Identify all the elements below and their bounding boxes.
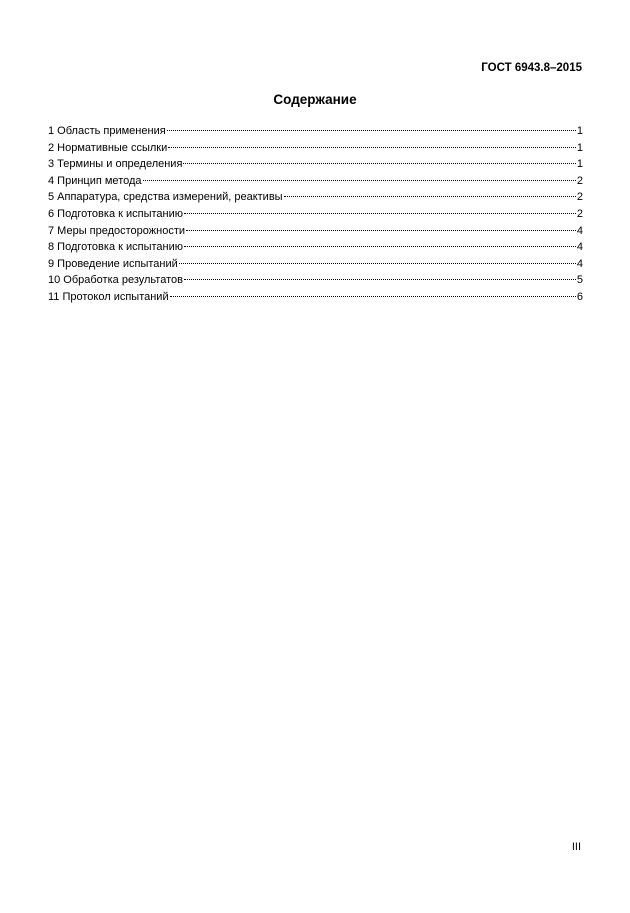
document-code: ГОСТ 6943.8–2015 xyxy=(481,62,582,74)
toc-item-test-procedure[interactable] xyxy=(48,256,583,273)
toc-item-page: 4 xyxy=(576,224,583,237)
toc-item-precautions[interactable] xyxy=(48,223,583,240)
toc-item-apparatus[interactable] xyxy=(48,189,583,206)
toc-item-label: 3 Термины и определения xyxy=(48,158,183,171)
toc-item-test-preparation-1[interactable] xyxy=(48,206,583,223)
toc-dot-leader xyxy=(186,230,576,231)
toc-title: Содержание xyxy=(273,92,357,107)
toc-dot-leader xyxy=(143,180,576,181)
toc-dot-leader xyxy=(284,196,576,197)
toc-item-results-processing[interactable] xyxy=(48,272,583,289)
toc-item-label: 2 Нормативные ссылки xyxy=(48,141,168,154)
toc-item-page: 5 xyxy=(576,274,583,287)
toc-item-scope[interactable] xyxy=(48,123,583,140)
toc-dot-leader xyxy=(183,163,575,164)
toc-item-label: 5 Аппаратура, средства измерений, реактивы xyxy=(48,191,283,204)
table-of-contents xyxy=(48,123,583,306)
toc-item-label: 6 Подготовка к испытанию xyxy=(48,207,184,220)
toc-dot-leader xyxy=(184,279,576,280)
toc-item-page: 1 xyxy=(576,125,583,137)
toc-item-page: 4 xyxy=(576,257,583,270)
toc-item-page: 2 xyxy=(576,191,583,204)
toc-item-page: 2 xyxy=(576,174,583,187)
toc-item-label: 4 Принцип метода xyxy=(48,174,142,187)
page-number: III xyxy=(571,841,581,853)
toc-item-page: 1 xyxy=(576,158,583,171)
toc-dot-leader xyxy=(170,296,576,297)
toc-item-label: 8 Подготовка к испытанию xyxy=(48,241,184,254)
toc-item-terms[interactable] xyxy=(48,156,583,173)
toc-dot-leader xyxy=(184,246,576,247)
toc-item-normative-references[interactable] xyxy=(48,140,583,157)
toc-item-label: 10 Обработка результатов xyxy=(48,274,183,287)
toc-dot-leader xyxy=(167,130,576,131)
toc-dot-leader xyxy=(179,263,576,264)
toc-item-page: 1 xyxy=(576,141,583,154)
toc-item-page: 6 xyxy=(576,290,583,303)
toc-item-label: 1 Область применения xyxy=(48,125,166,137)
toc-item-label: 11 Протокол испытаний xyxy=(48,290,169,303)
toc-item-method-principle[interactable] xyxy=(48,173,583,190)
toc-item-page: 4 xyxy=(576,241,583,254)
toc-item-label: 9 Проведение испытаний xyxy=(48,257,178,270)
toc-item-test-preparation-2[interactable] xyxy=(48,239,583,256)
toc-item-test-report[interactable] xyxy=(48,289,583,306)
toc-dot-leader xyxy=(184,213,576,214)
toc-item-label: 7 Меры предосторожности xyxy=(48,224,186,237)
toc-dot-leader xyxy=(168,147,576,148)
toc-item-page: 2 xyxy=(576,207,583,220)
